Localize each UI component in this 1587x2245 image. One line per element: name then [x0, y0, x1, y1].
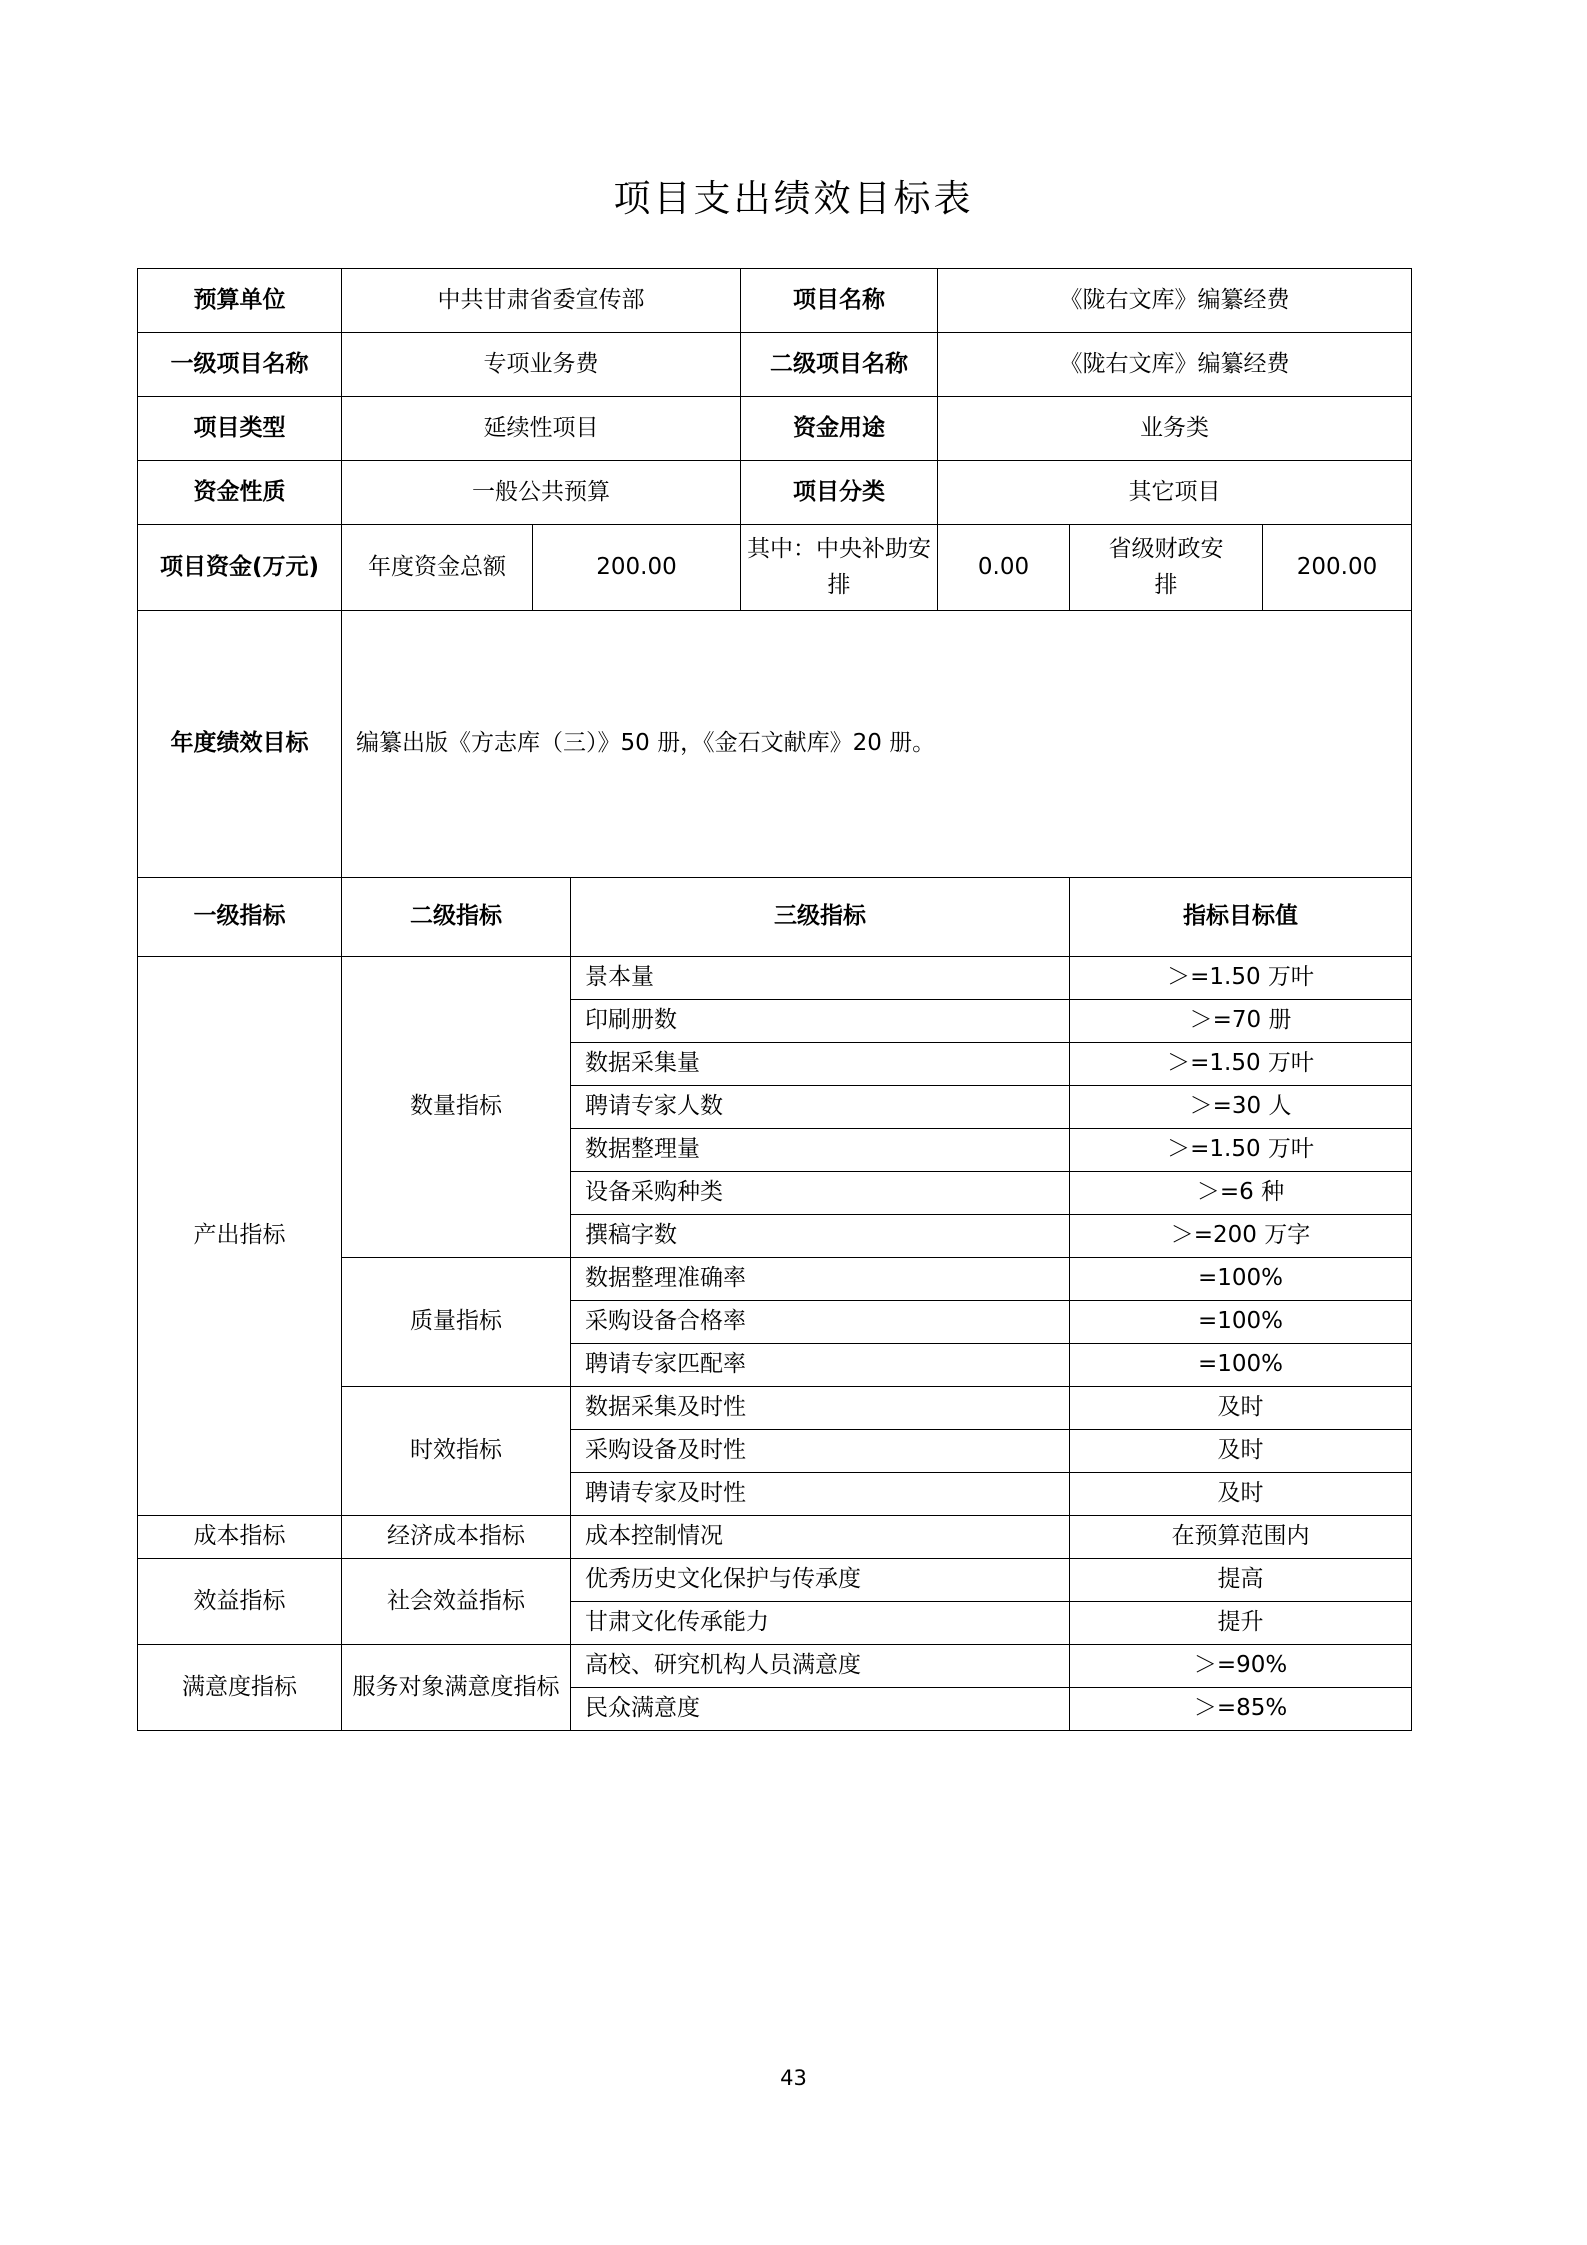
indicator-name: 数据采集及时性: [571, 1387, 1070, 1430]
indicator-value: =100%: [1070, 1344, 1412, 1387]
annual-total-value: 200.00: [533, 525, 741, 611]
header-level1: 一级指标: [138, 878, 342, 957]
indicator-value: ＞=1.50 万叶: [1070, 957, 1412, 1000]
group-service-satisfaction: 服务对象满意度指标: [342, 1645, 571, 1731]
indicator-name: 聘请专家匹配率: [571, 1344, 1070, 1387]
indicator-value: 及时: [1070, 1430, 1412, 1473]
central-subsidy-label: 其中：中央补助安排: [741, 525, 938, 611]
header-target: 指标目标值: [1070, 878, 1412, 957]
group-output: 产出指标: [138, 957, 342, 1516]
indicator-name: 采购设备合格率: [571, 1301, 1070, 1344]
fund-use-value: 业务类: [938, 397, 1412, 461]
annual-goal-label: 年度绩效目标: [138, 611, 342, 878]
project-name-label: 项目名称: [741, 269, 938, 333]
page-number: 43: [780, 2066, 807, 2090]
group-benefit: 效益指标: [138, 1559, 342, 1645]
project-funds-label: 项目资金(万元): [138, 525, 342, 611]
project-name-value: 《陇右文库》编纂经费: [938, 269, 1412, 333]
fund-nature-value: 一般公共预算: [342, 461, 741, 525]
provincial-value: 200.00: [1263, 525, 1412, 611]
indicator-name: 甘肃文化传承能力: [571, 1602, 1070, 1645]
annual-goal-text: 编纂出版《方志库（三）》50 册，《金石文献库》20 册。: [342, 611, 1412, 878]
header-level2: 二级指标: [342, 878, 571, 957]
project-category-label: 项目分类: [741, 461, 938, 525]
indicator-name: 数据采集量: [571, 1043, 1070, 1086]
indicator-name: 采购设备及时性: [571, 1430, 1070, 1473]
indicator-value: 及时: [1070, 1387, 1412, 1430]
indicator-name: 聘请专家人数: [571, 1086, 1070, 1129]
budget-unit-label: 预算单位: [138, 269, 342, 333]
indicator-name: 高校、研究机构人员满意度: [571, 1645, 1070, 1688]
performance-table: [137, 268, 1412, 1731]
indicator-name: 成本控制情况: [571, 1516, 1070, 1559]
indicator-name: 数据整理准确率: [571, 1258, 1070, 1301]
indicator-value: ＞=70 册: [1070, 1000, 1412, 1043]
group-timeliness: 时效指标: [342, 1387, 571, 1516]
indicator-value: =100%: [1070, 1301, 1412, 1344]
group-economic-cost: 经济成本指标: [342, 1516, 571, 1559]
indicator-value: ＞=1.50 万叶: [1070, 1129, 1412, 1172]
group-social-benefit: 社会效益指标: [342, 1559, 571, 1645]
group-quality: 质量指标: [342, 1258, 571, 1387]
group-satisfaction: 满意度指标: [138, 1645, 342, 1731]
header-level3: 三级指标: [571, 878, 1070, 957]
level2-name-label: 二级项目名称: [741, 333, 938, 397]
fund-nature-label: 资金性质: [138, 461, 342, 525]
budget-unit-value: 中共甘肃省委宣传部: [342, 269, 741, 333]
indicator-value: 在预算范围内: [1070, 1516, 1412, 1559]
indicator-name: 聘请专家及时性: [571, 1473, 1070, 1516]
level2-name-value: 《陇右文库》编纂经费: [938, 333, 1412, 397]
indicator-name: 优秀历史文化保护与传承度: [571, 1559, 1070, 1602]
indicator-name: 撰稿字数: [571, 1215, 1070, 1258]
fund-use-label: 资金用途: [741, 397, 938, 461]
indicator-value: ＞=1.50 万叶: [1070, 1043, 1412, 1086]
provincial-label: 省级财政安排: [1070, 525, 1263, 611]
indicator-value: ＞=85%: [1070, 1688, 1412, 1731]
level1-name-label: 一级项目名称: [138, 333, 342, 397]
indicator-name: 设备采购种类: [571, 1172, 1070, 1215]
indicator-value: ＞=30 人: [1070, 1086, 1412, 1129]
indicator-name: 印刷册数: [571, 1000, 1070, 1043]
indicator-value: =100%: [1070, 1258, 1412, 1301]
level1-name-value: 专项业务费: [342, 333, 741, 397]
indicator-value: ＞=6 种: [1070, 1172, 1412, 1215]
indicator-name: 民众满意度: [571, 1688, 1070, 1731]
project-category-value: 其它项目: [938, 461, 1412, 525]
indicator-value: 及时: [1070, 1473, 1412, 1516]
indicator-value: ＞=90%: [1070, 1645, 1412, 1688]
annual-total-label: 年度资金总额: [342, 525, 533, 611]
indicator-value: 提高: [1070, 1559, 1412, 1602]
group-quantity: 数量指标: [342, 957, 571, 1258]
central-subsidy-value: 0.00: [938, 525, 1070, 611]
indicator-name: 景本量: [571, 957, 1070, 1000]
group-cost: 成本指标: [138, 1516, 342, 1559]
indicator-value: ＞=200 万字: [1070, 1215, 1412, 1258]
project-type-value: 延续性项目: [342, 397, 741, 461]
page-title: 项目支出绩效目标表: [613, 177, 974, 220]
project-type-label: 项目类型: [138, 397, 342, 461]
indicator-value: 提升: [1070, 1602, 1412, 1645]
indicator-name: 数据整理量: [571, 1129, 1070, 1172]
